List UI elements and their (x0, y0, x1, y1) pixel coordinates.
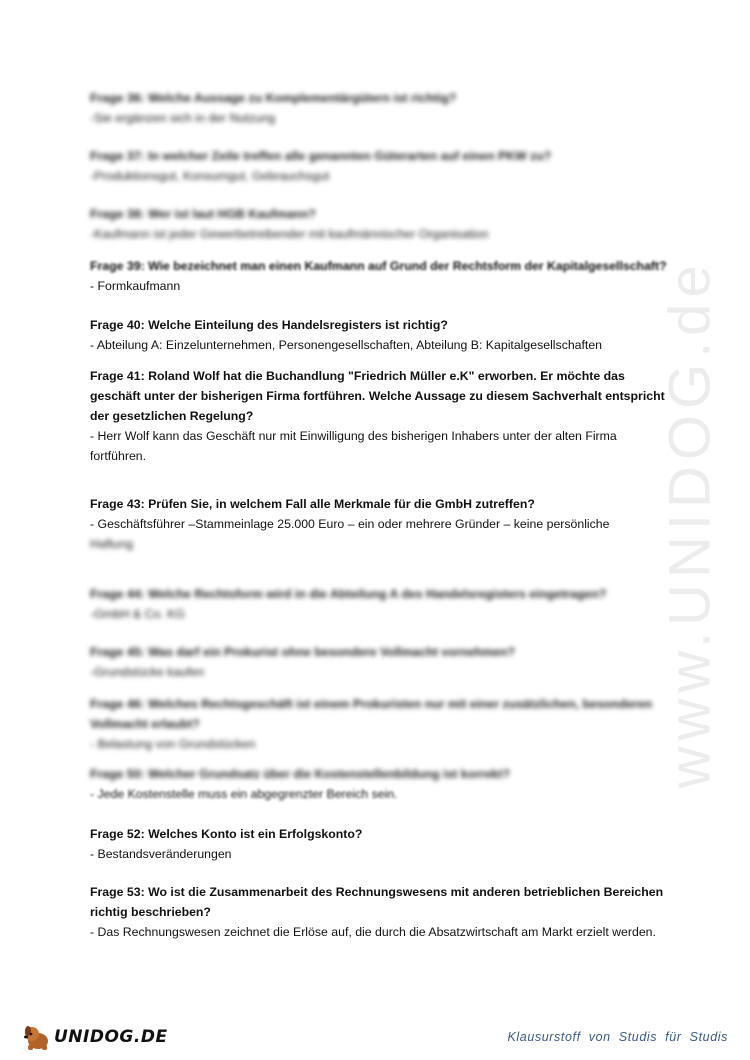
unidog-logo[interactable] (22, 1022, 182, 1052)
logo-text: UNIDOG.DE (54, 1027, 168, 1047)
answer-53: - Das Rechnungswesen zeichnet die Erlöse auf, die durch die Absatzwirtschaft am Markt erzielt werden. (90, 925, 656, 939)
answer-38: -Kaufmann ist jeder Gewerbetreibender mit kaufmännischer Organisation (90, 227, 489, 241)
qa-item-36 (90, 88, 670, 128)
question-37: Frage 37: In welcher Zeile treffen alle genannten Güterarten auf einen PKW zu? (90, 149, 552, 163)
answer-43-continued: Haftung (90, 537, 134, 551)
qa-item-39 (90, 256, 670, 296)
answer-50: - Jede Kostenstelle muss ein abgegrenzter Bereich sein. (90, 787, 398, 801)
answer-40: - Abteilung A: Einzelunternehmen, Personengesellschaften, Abteilung B: Kapitalgesellschaften (90, 338, 603, 352)
qa-item-44 (90, 584, 670, 624)
answer-37: -Produktionsgut, Konsumgut, Gebrauchsgut (90, 169, 330, 183)
question-39: Frage 39: Wie bezeichnet man einen Kaufmann auf Grund der Rechtsform der Kapitalgesellschaft? (90, 259, 667, 273)
qa-item-37 (90, 146, 670, 186)
dog-icon (22, 1023, 52, 1051)
answer-36: -Sie ergänzen sich in der Nutzung (90, 111, 276, 125)
question-52: Frage 52: Welches Konto ist ein Erfolgskonto? (90, 827, 363, 841)
qa-item-53 (90, 882, 670, 942)
question-43: Frage 43: Prüfen Sie, in welchem Fall alle Merkmale für die GmbH zutreffen? (90, 497, 535, 511)
qa-item-45 (90, 642, 670, 682)
answer-41: - Herr Wolf kann das Geschäft nur mit Einwilligung des bisherigen Inhabers unter der alten Firma fortführen. (90, 429, 617, 463)
answer-52: - Bestandsveränderungen (90, 847, 232, 861)
watermark: www.UNIDOG.de (657, 259, 723, 789)
qa-item-43 (90, 494, 670, 554)
qa-item-52 (90, 824, 670, 864)
qa-item-38 (90, 204, 670, 244)
question-45: Frage 45: Was darf ein Prokurist ohne besondere Vollmacht vornehmen? (90, 645, 516, 659)
footer-slogan: Klausurstoff von Studis für Studis (507, 1030, 728, 1044)
question-53: Frage 53: Wo ist die Zusammenarbeit des Rechnungswesens mit anderen betrieblichen Bereichen richtig beschrieben? (90, 885, 664, 919)
qa-item-50 (90, 764, 670, 804)
question-40: Frage 40: Welche Einteilung des Handelsregisters ist richtig? (90, 318, 448, 332)
question-50: Frage 50: Welcher Grundsatz über die Kostenstellenbildung ist korrekt? (90, 767, 511, 781)
answer-45: -Grundstücke kaufen (90, 665, 205, 679)
qa-item-41 (90, 366, 670, 466)
question-36: Frage 36: Welche Aussage zu Komplementärgütern ist richtig? (90, 91, 457, 105)
question-38: Frage 38: Wer ist laut HGB Kaufmann? (90, 207, 316, 221)
question-41: Frage 41: Roland Wolf hat die Buchandlung "Friedrich Müller e.K" erworben. Er möchte das geschäft unter der bisherigen Firma fortführen. Welche Aussage zu diesem Sachverhalt entspricht der gesetzlichen Regelung? (90, 369, 665, 423)
question-46: Frage 46: Welches Rechtsgeschäft ist einem Prokuristen nur mit einer zusätzlichen, besonderen Vollmacht erlaubt? (90, 697, 653, 731)
answer-46: - Belastung von Grundstücken (90, 737, 256, 751)
answer-44: -GmbH & Co. KG (90, 607, 185, 621)
qa-item-40 (90, 315, 670, 355)
question-44: Frage 44: Welche Rechtsform wird in die Abteilung A des Handelsregisters eingetragen? (90, 587, 607, 601)
qa-item-46 (90, 694, 670, 754)
answer-39: - Formkaufmann (90, 279, 181, 293)
answer-43: - Geschäftsführer –Stammeinlage 25.000 Euro – ein oder mehrere Gründer – keine persönliche (90, 517, 610, 531)
